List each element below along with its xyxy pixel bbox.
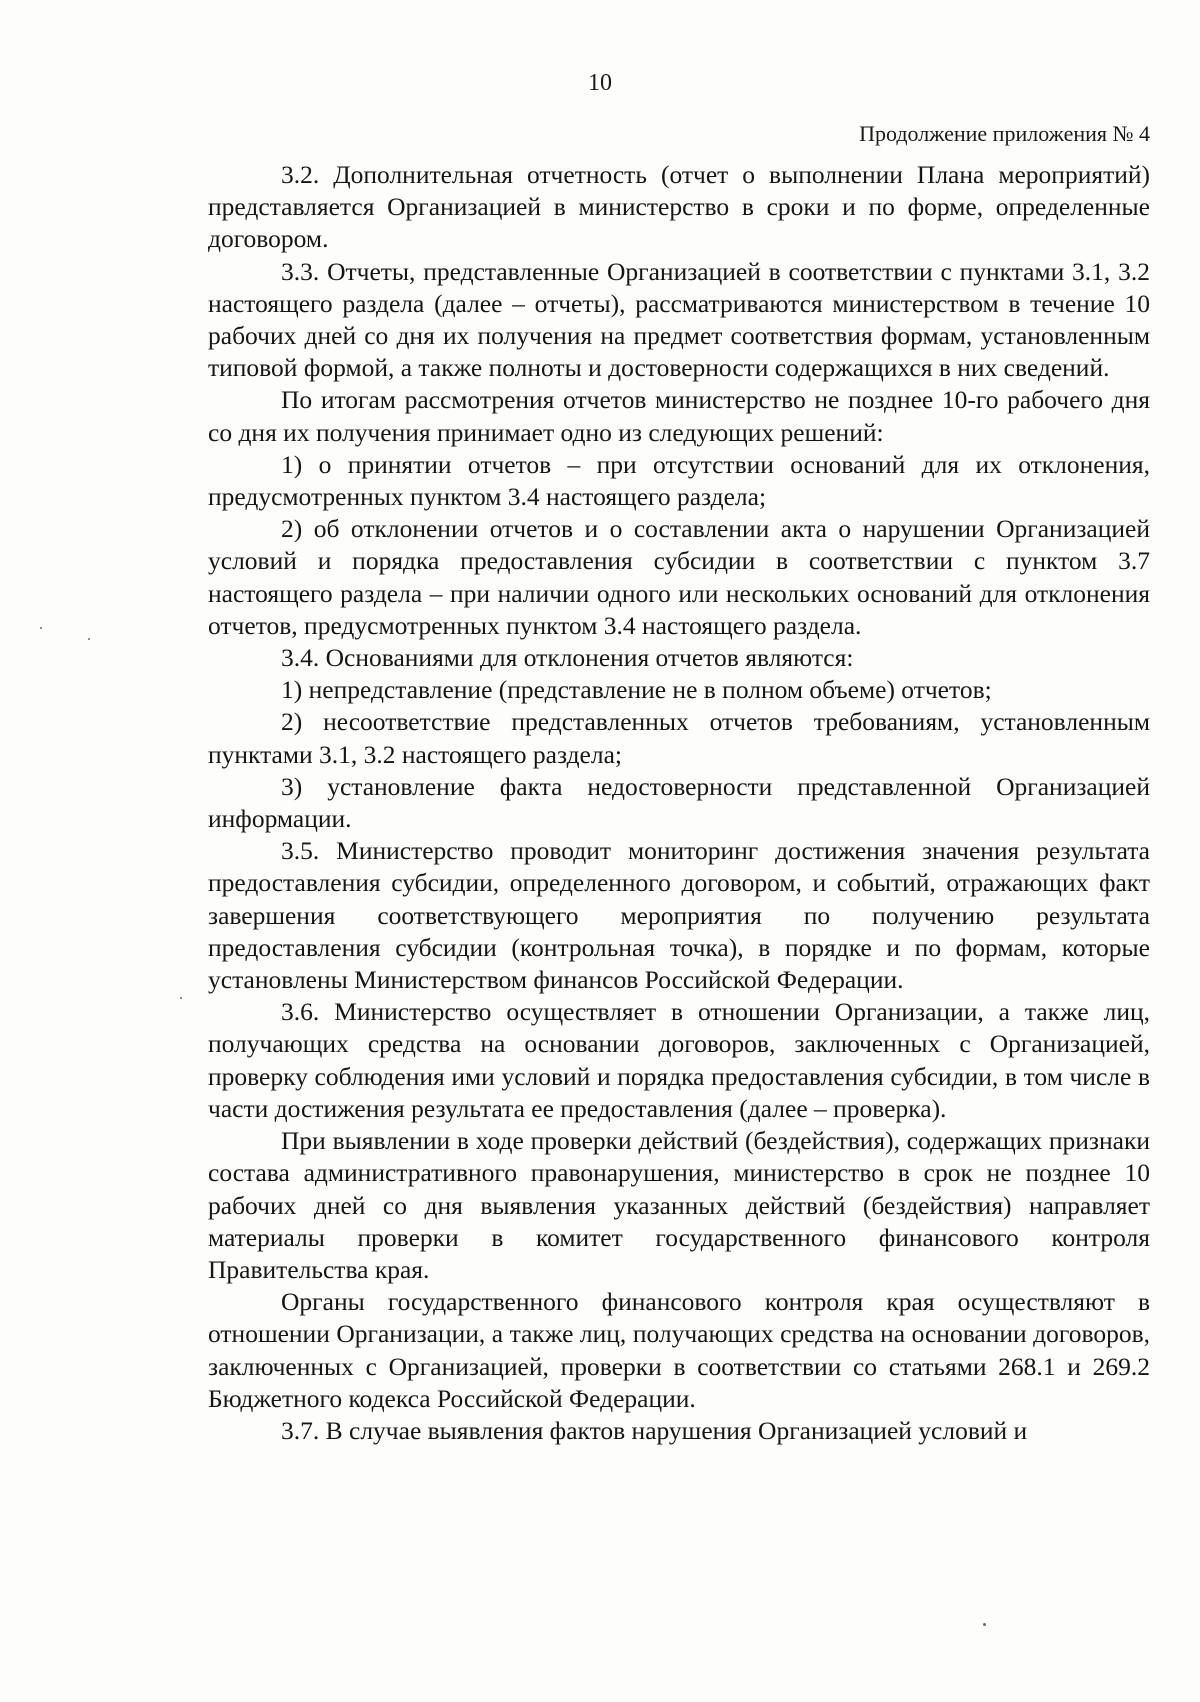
paragraph-3-6: 3.6. Министерство осуществляет в отношении Организации, а также лиц, получающих средства на основании договоров, заключенных с Организацией, проверку соблюдения ими условий и порядка предоставления субсидии, в том числе в части достижения результата ее предоставления (далее – проверка).	[208, 997, 1150, 1123]
page-number: 10	[588, 70, 612, 96]
scan-speck	[180, 997, 182, 999]
paragraph-violations: При выявлении в ходе проверки действий (бездействия), содержащих признаки состава административного правонарушения, министерство в срок не позднее 10 рабочих дней со дня выявления указанных действий (бездействия) направляет материалы проверки в комитет государственного финансового контроля Правительства края.	[208, 1126, 1150, 1284]
scan-speck	[983, 1623, 986, 1626]
paragraph-3-2: 3.2. Дополнительная отчетность (отчет о выполнении Плана мероприятий) представляется Организацией в министерство в сроки и по форме, определенные договором.	[208, 160, 1150, 254]
paragraph-review-results: По итогам рассмотрения отчетов министерство не позднее 10-го рабочего дня со дня их получения принимает одно из следующих решений:	[208, 385, 1150, 447]
paragraph-3-3: 3.3. Отчеты, представленные Организацией в соответствии с пунктами 3.1, 3.2 настоящего раздела (далее – отчеты), рассматриваются министерством в течение 10 рабочих дней со дня их получения на предмет соответствия формам, установленным типовой формой, а также полноты и достоверности содержащихся в них сведений.	[208, 256, 1150, 383]
paragraph-ground-2: 2) несоответствие представленных отчетов требованиям, установленным пунктами 3.1, 3.2 настоящего раздела;	[208, 707, 1150, 769]
paragraph-ground-3: 3) установление факта недостоверности представленной Организацией информации.	[208, 771, 1150, 834]
scan-speck	[88, 638, 90, 640]
scan-speck	[40, 627, 42, 629]
paragraph-3-5: 3.5. Министерство проводит мониторинг достижения значения результата предоставления субсидии, определенного договором, и событий, отражающих факт завершения соответствующего мероприятия по получению результата предоставления субсидии (контрольная точка), в порядке и по формам, которые установлены Министерством финансов Российской Федерации.	[208, 836, 1150, 995]
appendix-continuation-header: Продолжение приложения № 4	[859, 121, 1150, 146]
paragraph-3-4: 3.4. Основаниями для отклонения отчетов являются:	[281, 643, 854, 673]
paragraph-ground-1: 1) непредставление (представление не в полном объеме) отчетов;	[281, 675, 992, 705]
document-body	[208, 159, 1150, 1447]
paragraph-decision-1: 1) о принятии отчетов – при отсутствии оснований для их отклонения, предусмотренных пунктом 3.4 настоящего раздела;	[208, 449, 1150, 512]
paragraph-3-7: 3.7. В случае выявления фактов нарушения Организацией условий и	[281, 1415, 1028, 1445]
paragraph-decision-2: 2) об отклонении отчетов и о составлении акта о нарушении Организацией условий и порядка предоставления субсидии в соответствии с пунктом 3.7 настоящего раздела – при наличии одного или нескольких оснований для отклонения отчетов, предусмотренных пунктом 3.4 настоящего раздела.	[208, 514, 1150, 640]
paragraph-financial-control: Органы государственного финансового контроля края осуществляют в отношении Организации, а также лиц, получающих средства на основании договоров, заключенных с Организацией, проверки в соответствии со статьями 268.1 и 269.2 Бюджетного кодекса Российской Федерации.	[208, 1287, 1150, 1413]
